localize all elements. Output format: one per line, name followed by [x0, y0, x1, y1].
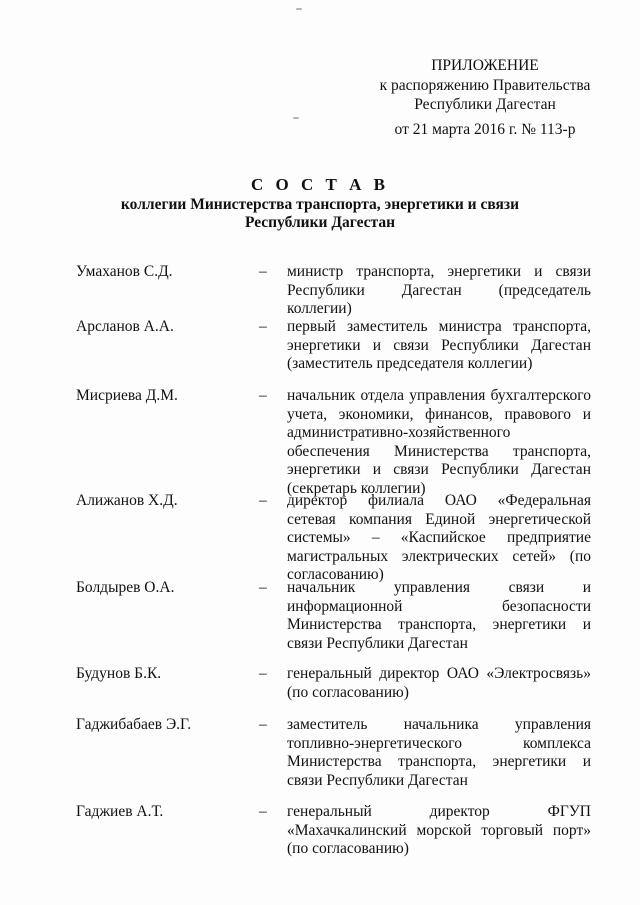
member-dash: –: [259, 803, 267, 820]
member-dash: –: [259, 492, 267, 509]
member-name: Умаханов С.Д.: [76, 263, 173, 280]
member-dash: –: [259, 665, 267, 682]
member-name: Мисриева Д.М.: [76, 387, 178, 404]
title-line-2: Республики Дагестан: [244, 214, 396, 231]
member-dash: –: [259, 716, 267, 733]
member-name: Арсланов А.А.: [76, 318, 174, 335]
title-line-1: коллегии Министерства транспорта, энергетики и связи: [120, 196, 520, 213]
approval-republic: Республики Дагестан: [414, 96, 556, 113]
member-position: министр транспорта, энергетики и связи Республики Дагестан (председатель коллегии): [287, 263, 591, 317]
scan-speck: [293, 117, 299, 119]
member-dash: –: [259, 263, 267, 280]
member-dash: –: [259, 579, 267, 596]
member-position: директор филиала ОАО «Федеральная сетевая компания Единой энергетической системы» – «Каспийское предприятие магистральных электрических сетей» (по согласованию): [287, 492, 591, 583]
member-dash: –: [259, 387, 267, 404]
member-position: генеральный директор ФГУП «Махачкалинский морской торговый порт» (по согласованию): [287, 803, 591, 857]
member-position: заместитель начальника управления топливно-энергетического комплекса Министерства транспорта, энергетики и связи Республики Дагестан: [287, 716, 591, 789]
member-position: начальник управления связи и информационной безопасности Министерства транспорта, энергетики и связи Республики Дагестан: [287, 579, 591, 652]
scan-speck: [296, 8, 302, 10]
member-name: Болдырев О.А.: [76, 579, 175, 596]
approval-stamp: [360, 56, 610, 139]
member-position: первый заместитель министра транспорта, энергетики и связи Республики Дагестан (заместитель председателя коллегии): [287, 318, 591, 372]
member-name: Будунов Б.К.: [76, 665, 162, 682]
document-title: [60, 176, 580, 232]
member-name: Алижанов Х.Д.: [76, 492, 178, 509]
member-name: Гаджибабаев Э.Г.: [76, 716, 192, 733]
member-position: генеральный директор ОАО «Электросвязь» (по согласованию): [287, 665, 591, 701]
member-dash: –: [259, 318, 267, 335]
member-name: Гаджиев А.Т.: [76, 803, 164, 820]
title-heading: С О С Т А В: [251, 175, 389, 194]
approval-title: ПРИЛОЖЕНИЕ: [431, 57, 539, 74]
approval-date: от 21 марта 2016 г. № 113-р: [394, 120, 576, 138]
member-position: начальник отдела управления бухгалтерского учета, экономики, финансов, правового и административно-хозяйственного обеспечения Министерства транспорта, энергетики и связи Республики Дагестан (секретарь коллегии): [287, 387, 591, 497]
approval-order-ref: к распоряжению Правительства: [379, 76, 591, 94]
